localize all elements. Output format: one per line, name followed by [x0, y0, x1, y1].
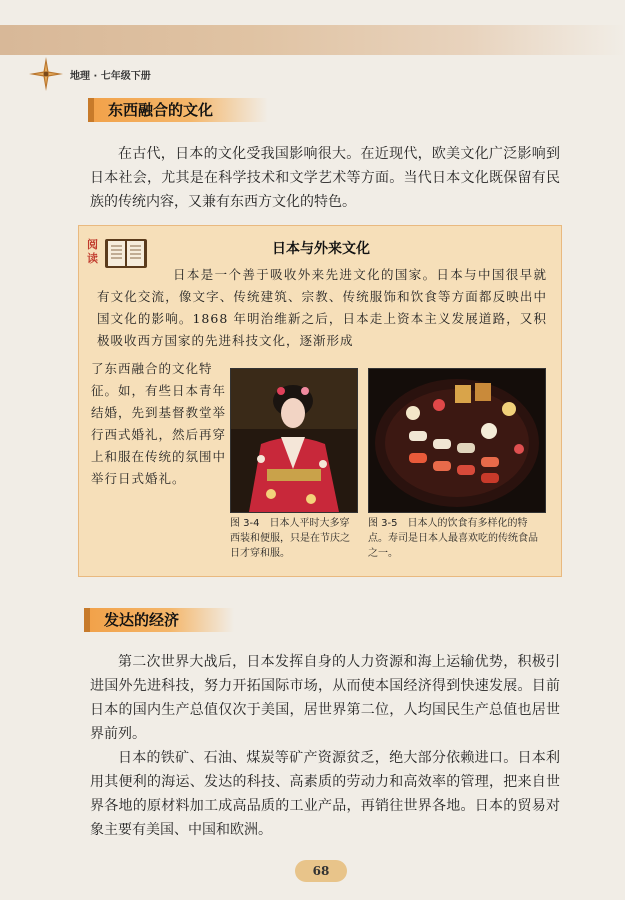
- figure-3-4-caption: 图 3-4 日本人平时大多穿西装和便服，只是在节庆之日才穿和服。: [230, 518, 350, 559]
- reading-box-text-main: 日本是一个善于吸收外来先进文化的国家。日本与中国很早就有文化交流，像文字、传统建筑、宗教、传统服饰和饮食等方面都反映出中国文化的影响。1868 年明治维新之后，日本走上资本主义发展道路，又积极吸收西方国家的先进科技文化，逐渐形成: [97, 267, 547, 348]
- page-number: 68: [295, 860, 347, 882]
- reading-box: [78, 225, 562, 577]
- reading-box-text-side: 了东西融合的文化特征。如，有些日本青年结婚，先到基督教堂举行西式婚礼，然后再穿上和服在传统的氛围中举行日式婚礼。: [91, 361, 227, 486]
- reading-box-title: 日本与外来文化: [272, 241, 370, 257]
- section-title-culture: 东西融合的文化: [88, 98, 268, 122]
- book-label: 地理 · 七年级下册: [70, 71, 151, 82]
- economy-paragraph-1: 第二次世界大战后，日本发挥自身的人力资源和海上运输优势，积极引进国外先进科技，努力开拓国际市场，从而使本国经济得到快速发展。目前日本的国内生产总值仅次于美国，居世界第二位，人均国民生产总值也居世界前列。: [90, 654, 560, 742]
- section-title-economy: 发达的经济: [84, 608, 234, 632]
- compass-rose-icon: [28, 56, 64, 92]
- header-band: [0, 25, 625, 55]
- reading-tag: 阅读: [87, 238, 98, 265]
- economy-paragraph-2: 日本的铁矿、石油、煤炭等矿产资源贫乏，绝大部分依赖进口。日本利用其便利的海运、发达的科技、高素质的劳动力和高效率的管理，把来自世界各地的原材料加工成高品质的工业产品，再销往世界各地。日本的贸易对象主要有美国、中国和欧洲。: [90, 750, 560, 838]
- kimono-photo: [230, 368, 358, 513]
- culture-paragraph: 在古代，日本的文化受我国影响很大。在近现代，欧美文化广泛影响到日本社会，尤其是在科学技术和文学艺术等方面。当代日本文化既保留有民族的传统内容，又兼有东西方文化的特色。: [90, 146, 560, 210]
- figure-3-5-caption: 图 3-5 日本人的饮食有多样化的特点。寿司是日本人最喜欢吃的传统食品之一。: [368, 518, 538, 559]
- sushi-photo: [368, 368, 546, 513]
